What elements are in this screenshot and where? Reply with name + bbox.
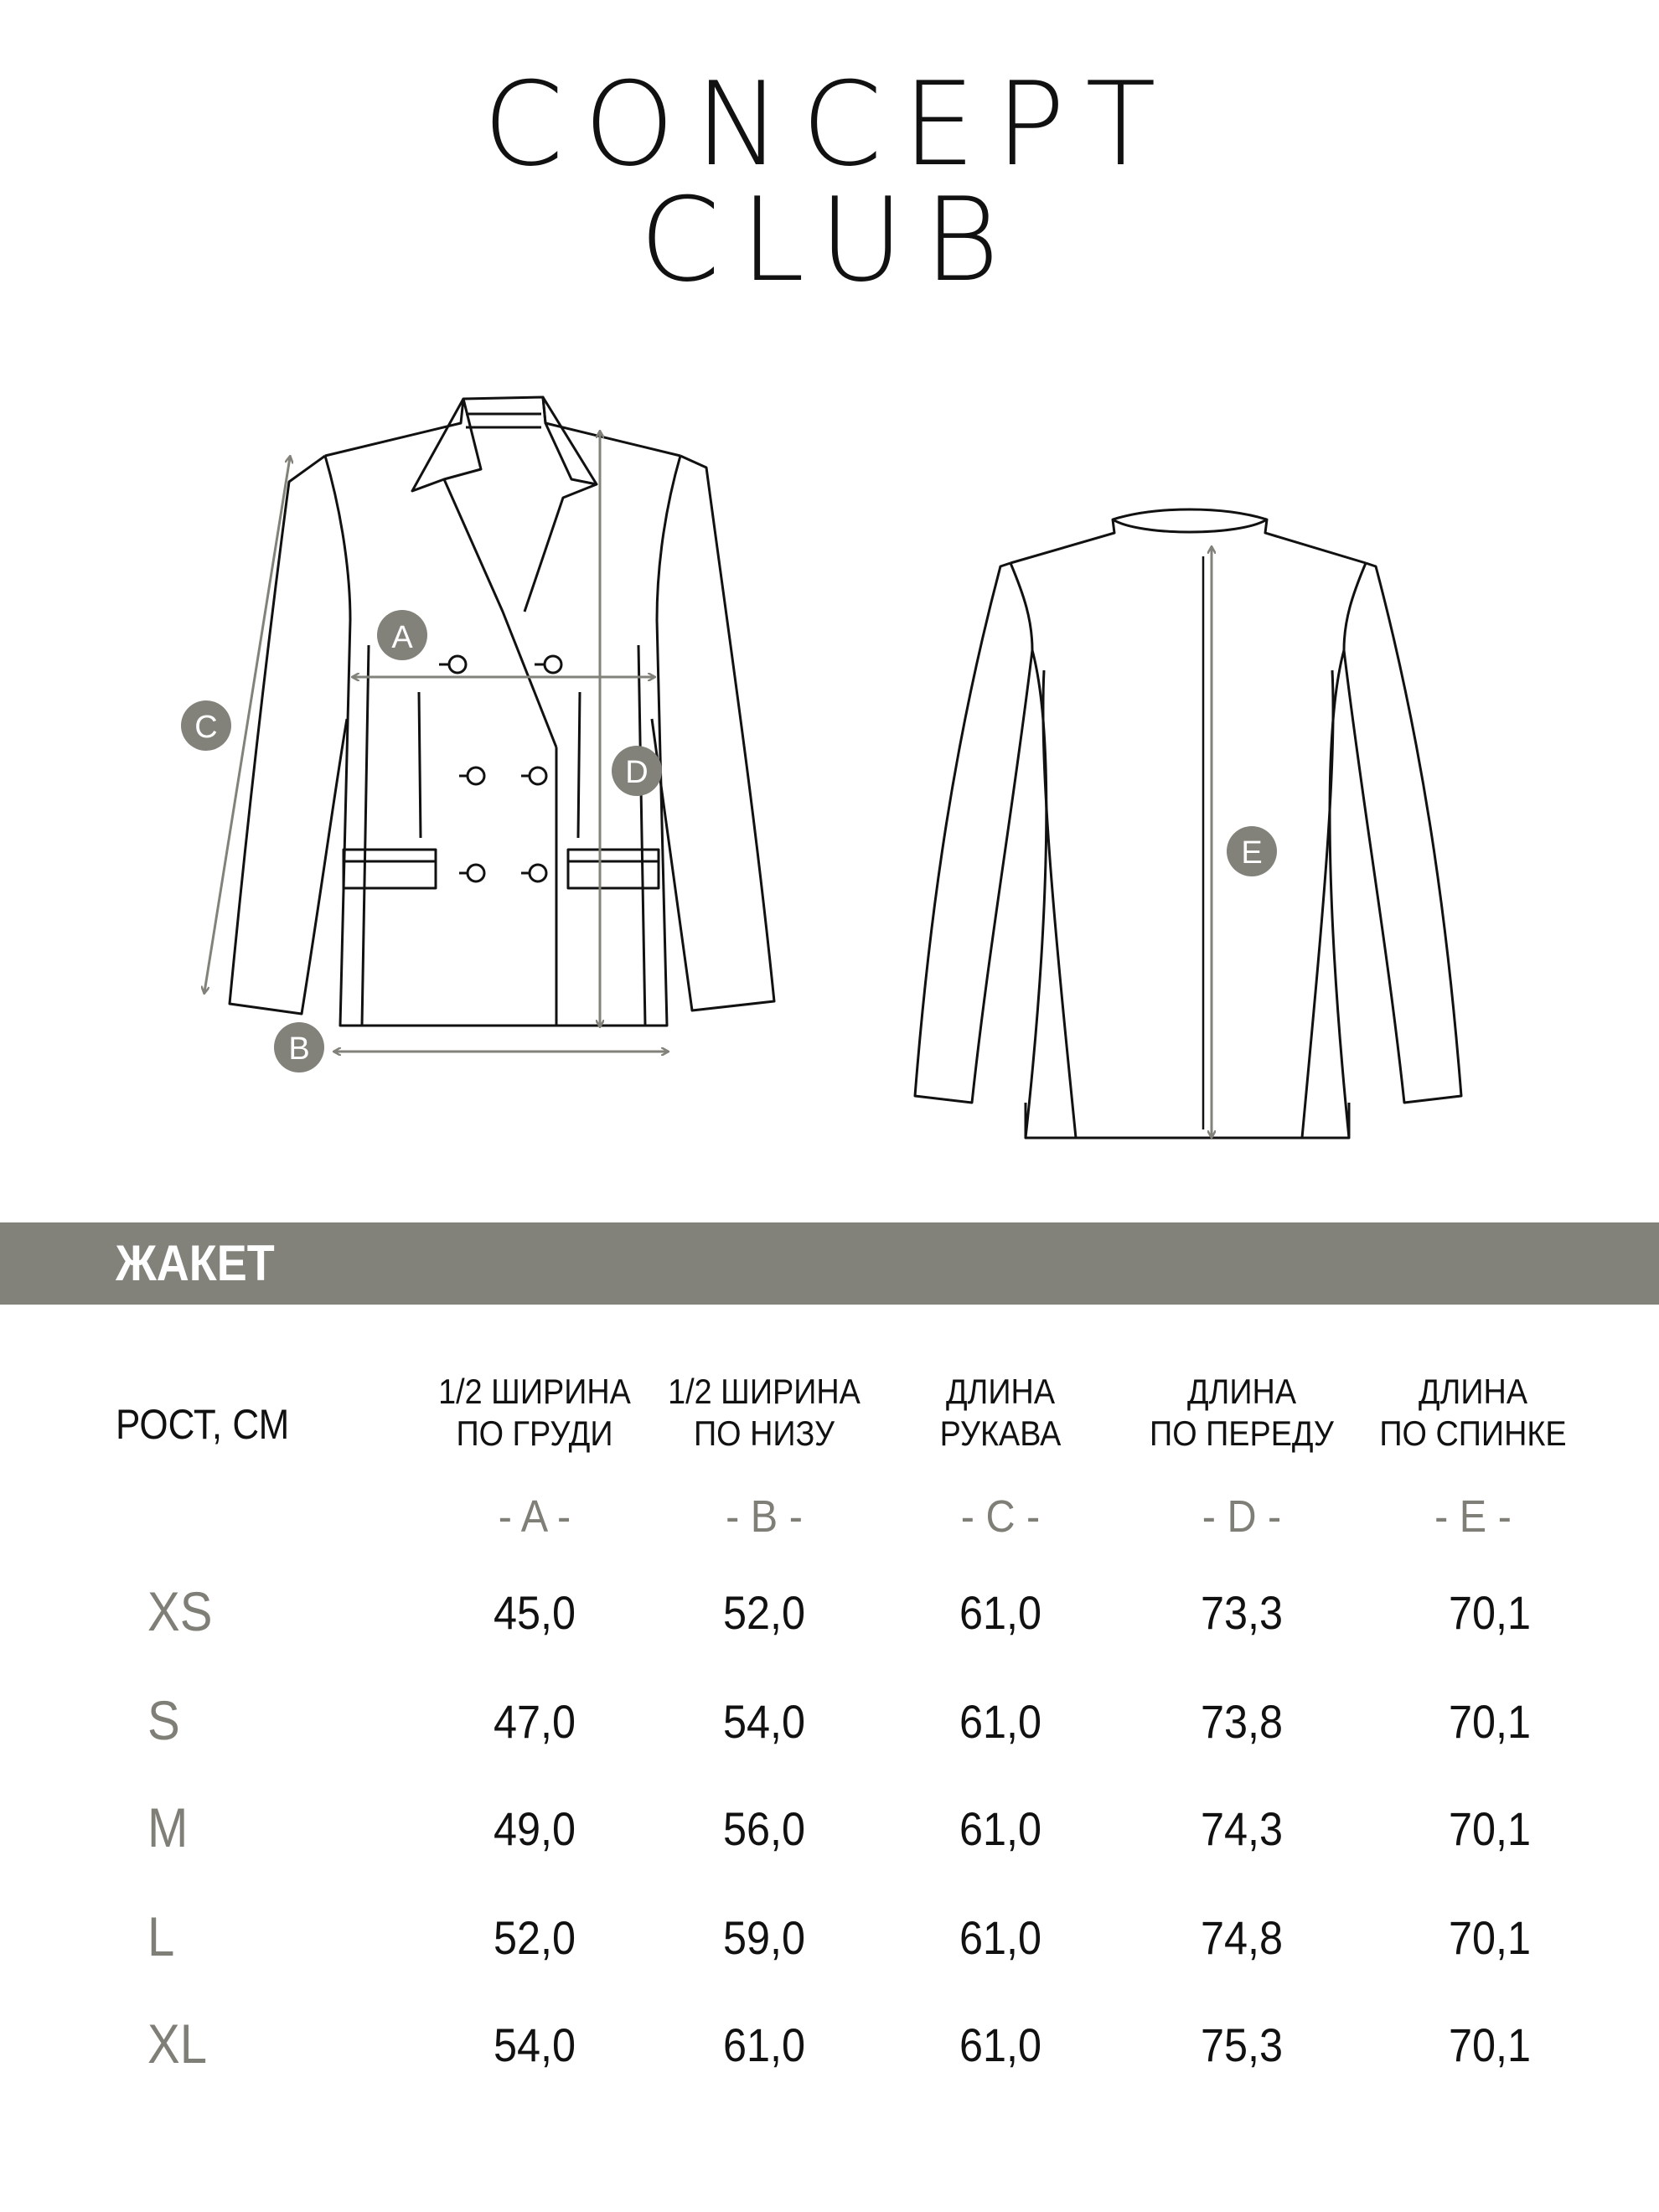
section-title: ЖАКЕТ xyxy=(116,1235,275,1291)
column-letter-a: - A - xyxy=(498,1491,571,1542)
table-cell: 61,0 xyxy=(959,1802,1042,1855)
size-label: XL xyxy=(147,2013,208,2075)
table-cell: 49,0 xyxy=(493,1802,576,1855)
brand-logo-line-2: CLUB xyxy=(639,173,1020,308)
marker-b xyxy=(274,1022,324,1072)
table-cell: 73,3 xyxy=(1200,1586,1284,1639)
table-cell: 52,0 xyxy=(493,1911,576,1964)
size-label: M xyxy=(147,1796,189,1858)
front-jacket-drawing xyxy=(230,397,774,1026)
column-letter-c: - C - xyxy=(960,1491,1041,1542)
column-header-sleeve: ДЛИНА РУКАВА xyxy=(939,1372,1062,1453)
table-cell: 56,0 xyxy=(722,1802,806,1855)
back-jacket-drawing xyxy=(915,509,1461,1138)
table-cell: 70,1 xyxy=(1448,2018,1532,2071)
table-cell: 75,3 xyxy=(1200,2018,1284,2071)
svg-text:B: B xyxy=(288,1031,310,1067)
table-cell: 52,0 xyxy=(722,1586,806,1639)
marker-d xyxy=(612,746,662,796)
table-cell: 59,0 xyxy=(722,1911,806,1964)
size-label: XS xyxy=(147,1580,213,1642)
table-cell: 61,0 xyxy=(959,1695,1042,1748)
size-label: S xyxy=(147,1689,180,1751)
table-cell: 61,0 xyxy=(959,2018,1042,2071)
marker-e xyxy=(1227,826,1277,876)
table-cell: 70,1 xyxy=(1448,1802,1532,1855)
table-cell: 61,0 xyxy=(959,1911,1042,1964)
table-cell: 61,0 xyxy=(959,1586,1042,1639)
brand-logo-line-1: CONCEPT xyxy=(483,57,1176,192)
table-cell: 47,0 xyxy=(493,1695,576,1748)
table-cell: 61,0 xyxy=(722,2018,806,2071)
table-cell: 74,3 xyxy=(1200,1802,1284,1855)
table-cell: 70,1 xyxy=(1448,1695,1532,1748)
svg-text:E: E xyxy=(1241,835,1263,871)
table-cell: 45,0 xyxy=(493,1586,576,1639)
table-cell: 70,1 xyxy=(1448,1586,1532,1639)
column-header-back-length: ДЛИНА ПО СПИНКЕ xyxy=(1379,1372,1567,1453)
svg-text:A: A xyxy=(391,620,413,655)
column-letter-e: - E - xyxy=(1434,1491,1512,1542)
measurement-arrows xyxy=(204,432,1212,1136)
table-cell: 73,8 xyxy=(1200,1695,1284,1748)
table-cell: 54,0 xyxy=(722,1695,806,1748)
column-header-chest: 1/2 ШИРИНА ПО ГРУДИ xyxy=(438,1372,631,1453)
marker-a xyxy=(377,610,427,660)
column-letter-d: - D - xyxy=(1202,1491,1282,1542)
svg-text:C: C xyxy=(194,710,218,745)
marker-c xyxy=(181,700,231,751)
table-cell: 54,0 xyxy=(493,2018,576,2071)
height-column-header: РОСТ, СМ xyxy=(116,1401,290,1448)
column-header-hem: 1/2 ШИРИНА ПО НИЗУ xyxy=(668,1372,861,1453)
section-header-band xyxy=(0,1222,1659,1305)
column-header-front-length: ДЛИНА ПО ПЕРЕДУ xyxy=(1150,1372,1334,1453)
table-cell: 70,1 xyxy=(1448,1911,1532,1964)
column-letter-b: - B - xyxy=(726,1491,803,1542)
size-label: L xyxy=(147,1905,175,1967)
table-cell: 74,8 xyxy=(1200,1911,1284,1964)
svg-text:D: D xyxy=(625,755,649,790)
